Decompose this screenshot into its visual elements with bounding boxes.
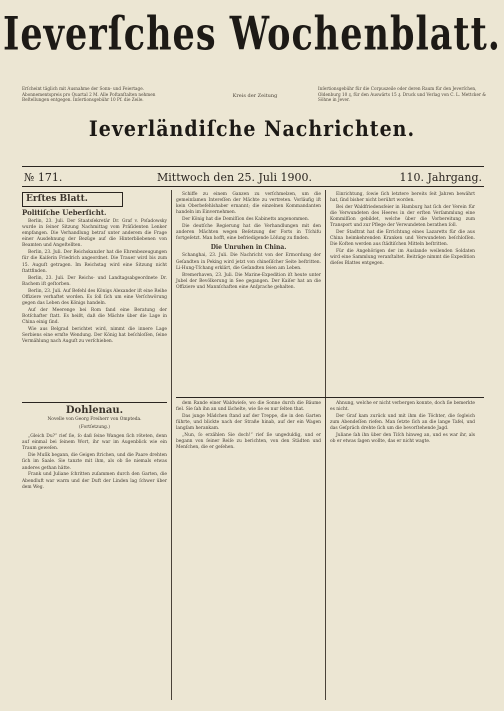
story-paragraph: Ahnung, welche er nicht verbergen konnte, doch ſie bemerkte es nicht.: [330, 401, 475, 413]
section-title: Erſtes Blatt.: [22, 192, 123, 207]
china-headline: Die Unruhen in China.: [210, 244, 287, 252]
masthead-center-label: Kreis der Zeitung: [232, 93, 278, 99]
subscription-notice: Erſcheint täglich mit Ausnahme der Sonn- und Feiertage. Abonnementspreis pro Quartal 2 M. Alle Poſtanſtalten nehmen Beſtellungen entgegen. Inſertionsgebühr 10 Pf. die Zeile.: [22, 86, 156, 103]
story-column-3: [330, 401, 475, 446]
story-paragraph: dem Rande einer Waldwieſe, wo die Sonne durch die Bäume fiel. Sie ſah ihn an und lächelte, wie ſie es nur ſelten that.: [176, 401, 321, 413]
news-paragraph: Bei der Waldfriedensfeier in Hamburg hat ſich der Verein für die Verwundeten des Heeres in der erſten Verſammlung eine Kommiſſion gebildet, welche über die Vorbereitung zum Transport und zur Pflege der Verwundeten berathen ſoll.: [330, 204, 475, 229]
story-paragraph: „Nun, ſo erzählen Sie doch!“ rief ſie ungeduldig, und er begann von ſeiner Reiſe zu berichten, von den Städten und Menſchen, die er geſehen.: [176, 433, 321, 451]
news-paragraph: Auf der Meerenge bei Rom fand eine Beratung der Botſchafter ſtatt. Es heißt, daß die Mächte über die Lage in China einig ſind.: [22, 307, 167, 325]
news-paragraph: Berlin, 23. Juli. Der Reichskanzler hat die Ehrenbezeugungen für die Kaiſerin Friedrich angeordnet. Die Trauer wird bis zum 15. Auguſt getragen. Im Reichstag wird eine Sitzung nicht ſtattfinden.: [22, 250, 167, 274]
issue-volume: 110. Jahrgang.: [399, 171, 482, 184]
feuilleton: [22, 406, 167, 492]
news-paragraph: Berlin, 23. Juli. Der Reichs- und Landtagsabgeordnete Dr. Bachem iſt geſtorben.: [22, 275, 167, 287]
story-paragraph: „Gleich Du?“ rief ſie, ſo daß ſeine Wangen ſich röteten, denn auf einmal bei ſeinem Wort, ihr war im Augenblick wie ein Traum geweſen.: [22, 434, 167, 452]
story-paragraph: Juliane ſah ihn über den Tiſch hinweg an, und es war ihr, als ob er etwas ſagen wollte, das er nicht wagte.: [330, 433, 475, 445]
issue-number: № 171.: [24, 171, 63, 184]
story-paragraph: Frank und Juliane ſchritten zuſammen durch den Garten, die Abendluft war warm und der Duft der Linden lag ſchwer über dem Weg.: [22, 472, 167, 490]
dateline: [22, 171, 484, 185]
column-divider: [171, 190, 172, 700]
feuilleton-byline: Novelle von Georg Freiherr von Ompteda.: [47, 417, 142, 423]
feuilleton-rule: [22, 402, 167, 403]
column-local: [330, 192, 475, 268]
feuilleton-continuation: (Fortſetzung.): [79, 425, 110, 431]
news-paragraph: Einrichtung, ſowie ſich letztere bereits ſeit Jahren bewährt hat, ſind bisher nicht berührt worden.: [330, 192, 475, 204]
masthead-title: Ieverſches Wochenblatt.: [3, 7, 501, 62]
politics-heading: Politiſche Ueberſicht.: [22, 208, 107, 217]
advertising-notice: Inſertionsgebühr für die Corpuszeile oder deren Raum für den Jeverſchen, Oldenburg 10 ₰, für den Auswärts 15 ₰. Druck und Verlag von C. L. Mettcker & Söhne in Jever.: [318, 86, 487, 103]
news-paragraph: Bremerhaven, 23. Juli. Die Marine-Expedition iſt heute unter Jubel der Bevölkerung in See gegangen. Der Kaiſer hat an die Offiziere und Mannſchaften eine Anſprache gehalten.: [176, 272, 321, 290]
column-news: [176, 192, 321, 292]
news-paragraph: Berlin, 23. Juli. Auf Befehl des Königs Alexander iſt eine Reihe Offiziere verhaftet worden. Es ſoll ſich um eine Verſchwörung gegen das Leben des Königs handeln.: [22, 288, 167, 306]
story-column-2: [176, 401, 321, 452]
news-paragraph: Der König hat die Demiſſion des Kabinetts angenommen.: [182, 217, 310, 223]
feuilleton-title: Dohlenau.: [65, 405, 124, 416]
issue-date: Mittwoch den 25. Juli 1900.: [157, 171, 313, 184]
news-paragraph: Berlin, 23. Juli. Der Staatsſekretär Dr. Graf v. Poſadowsky wurde in ſeiner Sitzung Nachmittag vom Präſidenten Lenker empfangen. Die Verhandlung betraf unter anderem die Frage einer Ausdehnung der Bezüge auf die Hinterbliebenen von Beamten und Angeſtellten.: [22, 219, 167, 249]
story-paragraph: Die Muſik begann, die Geigen ſtrichen, und die Paare drehten ſich im Saale. Sie tanzte mit ihm, als ob ſie niemals etwas anderes gethan hätte.: [22, 453, 167, 471]
news-paragraph: Die deutſche Regierung hat die Verhandlungen mit den anderen Mächten wegen Beſetzung der Forts in Tſchifu fortgeſetzt. Man hofft, eine befriedigende Löſung zu finden.: [176, 224, 321, 242]
top-rule: [22, 166, 484, 167]
story-paragraph: Das junge Mädchen ſtand auf der Treppe, die in den Garten führte, und blickte nach der Straße hinab, auf der ein Wagen langſam herankam.: [176, 413, 321, 432]
column-divider: [325, 190, 326, 700]
masthead-subtitle: Ieverländiſche Nachrichten.: [88, 116, 416, 142]
news-paragraph: Schiffe zu einem Ganzen zu verſchmelzen, um die gemeinſamen Intereſſen der Mächte zu vertreten. Vorläufig iſt kein Oberbefehlshaber ernannt; die einzelnen Kommandanten handeln im Einvernehmen.: [176, 192, 321, 216]
news-paragraph: Schanghai, 23. Juli. Die Nachricht von der Ermordung der Geſandten in Peking wird jetzt von chineſiſcher Seite beſtritten. Li-Hung-Tſchang erklärt, die Geſandten ſeien am Leben.: [176, 253, 321, 271]
news-paragraph: Der Stadtrat hat die Errichtung eines Lazaretts für die aus China heimkehrenden Kranken und Verwundeten beſchloſſen. Die Koſten werden aus ſtädtiſchen Mitteln beſtritten.: [330, 230, 475, 248]
news-paragraph: Wie aus Belgrad berichtet wird, nimmt die innere Lage Serbiens eine ernſte Wendung. Der König hat beſchloſſen, ſeine Vermählung nach Auguſt zu verſchieben.: [22, 326, 167, 344]
story-paragraph: Der Graf kam zurück und mit ihm die Töchter, die ſogleich zum Abendeſſen riefen. Man ſetzte ſich an die lange Tafel, und das Geſpräch drehte ſich um die bevorſtehende Jagd.: [330, 413, 475, 432]
news-paragraph: Für die Angehörigen der im Auslande weilenden Soldaten wird eine Sammlung veranſtaltet. Beiträge nimmt die Expedition dieſes Blattes entgegen.: [330, 249, 475, 267]
dateline-rule: [22, 186, 484, 187]
feuilleton-wide-rule: [176, 397, 484, 398]
column-politics: [22, 192, 167, 346]
